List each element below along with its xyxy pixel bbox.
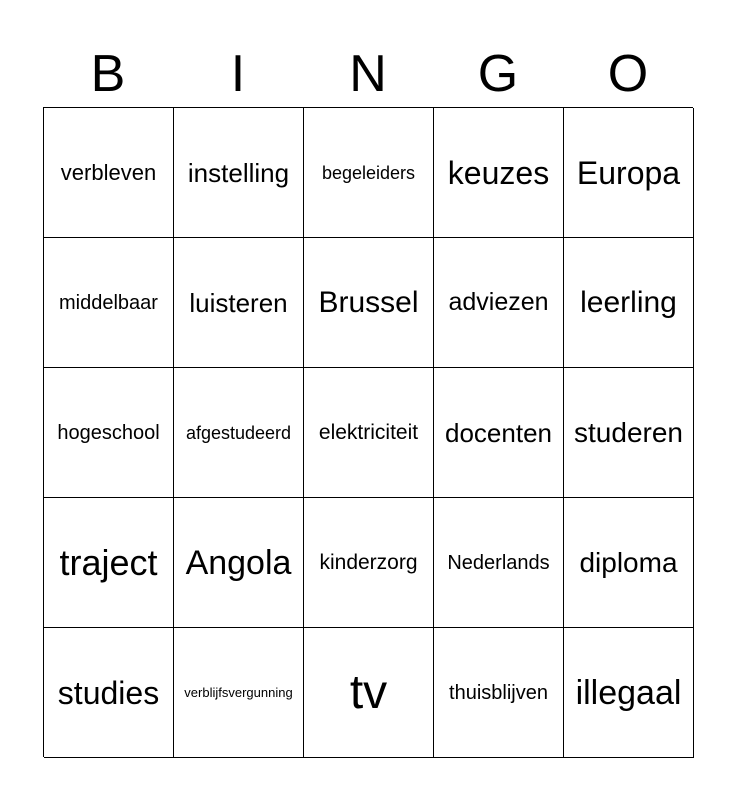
bingo-cell[interactable]: keuzes <box>434 108 564 238</box>
bingo-cell[interactable]: hogeschool <box>44 368 174 498</box>
bingo-cell[interactable]: instelling <box>174 108 304 238</box>
bingo-cell[interactable]: verbleven <box>44 108 174 238</box>
header-letter-o: O <box>607 45 649 103</box>
bingo-cell[interactable]: middelbaar <box>44 238 174 368</box>
bingo-header <box>43 40 693 108</box>
bingo-cell[interactable]: begeleiders <box>304 108 434 238</box>
bingo-cell[interactable]: studeren <box>564 368 694 498</box>
header-letter-i: I <box>230 45 246 103</box>
bingo-cell[interactable]: Europa <box>564 108 694 238</box>
bingo-cell[interactable]: adviezen <box>434 238 564 368</box>
bingo-cell[interactable]: luisteren <box>174 238 304 368</box>
header-letter-n: N <box>349 45 387 103</box>
bingo-cell[interactable]: Angola <box>174 498 304 628</box>
bingo-cell[interactable]: studies <box>44 628 174 758</box>
bingo-cell[interactable]: docenten <box>434 368 564 498</box>
header-letter-b: B <box>90 45 126 103</box>
bingo-cell[interactable]: kinderzorg <box>304 498 434 628</box>
header-letter-g: G <box>477 45 519 103</box>
bingo-cell[interactable]: leerling <box>564 238 694 368</box>
bingo-card <box>43 107 693 757</box>
bingo-cell[interactable]: Brussel <box>304 238 434 368</box>
bingo-cell[interactable]: diploma <box>564 498 694 628</box>
bingo-cell[interactable]: elektriciteit <box>304 368 434 498</box>
bingo-cell[interactable]: tv <box>304 628 434 758</box>
bingo-cell[interactable]: illegaal <box>564 628 694 758</box>
bingo-cell[interactable]: thuisblijven <box>434 628 564 758</box>
bingo-cell[interactable]: Nederlands <box>434 498 564 628</box>
bingo-cell[interactable]: traject <box>44 498 174 628</box>
bingo-cell[interactable]: afgestudeerd <box>174 368 304 498</box>
bingo-cell[interactable]: verblijfsvergunning <box>174 628 304 758</box>
